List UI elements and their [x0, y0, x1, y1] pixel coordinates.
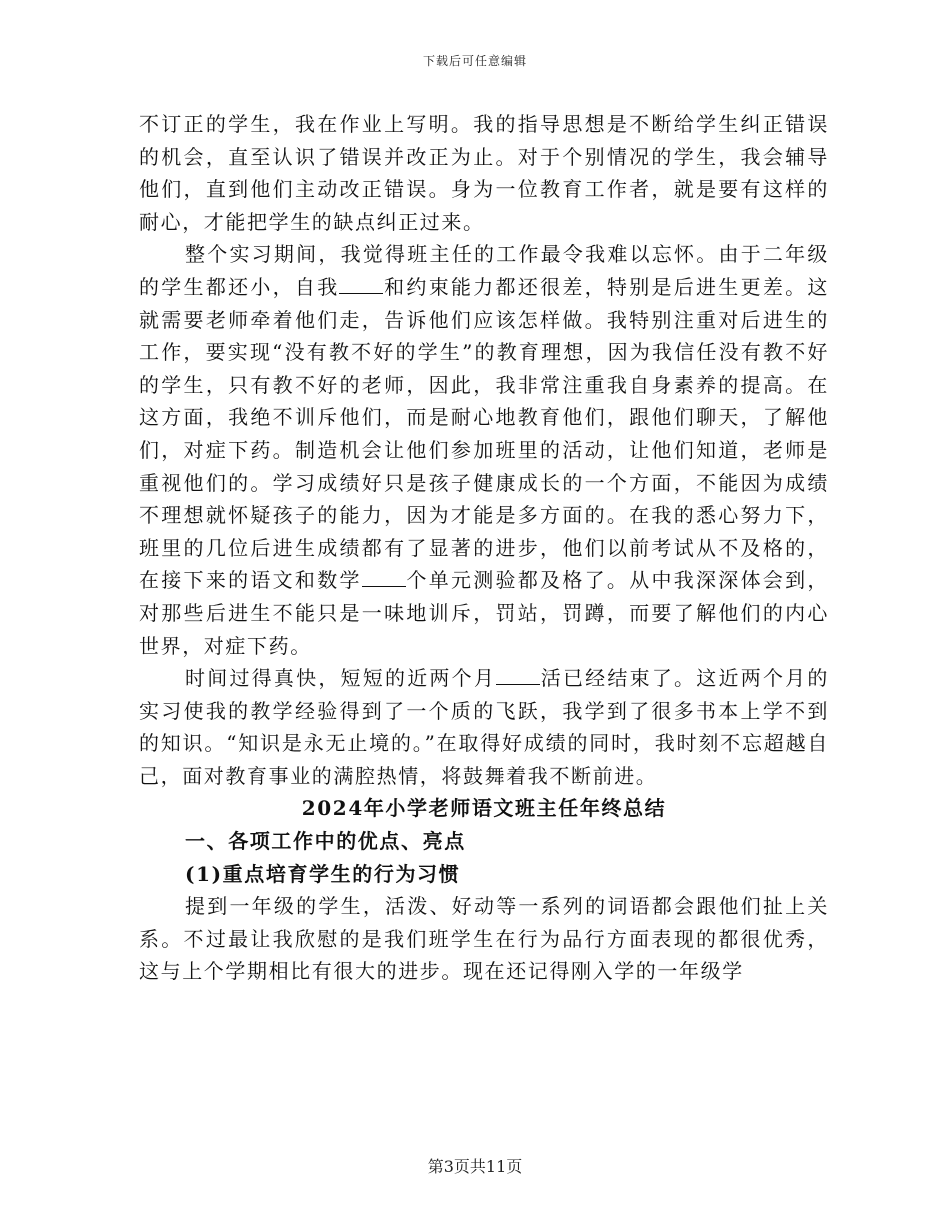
section-heading: 一、各项工作中的优点、亮点 [185, 829, 466, 854]
page-footer: 第3页共11页 [427, 1157, 523, 1176]
paragraph: 提到一年级的学生，活泼、好动等一系列的词语都会跟他们扯上关系。不过最让我欣慰的是我们班学生在行为品行方面表现的都很优秀，这与上个学期相比有很大的进步。现在还记得刚入学的一年级学 [139, 894, 829, 984]
paragraph [139, 662, 829, 792]
subsection-heading: (1)重点培育学生的行为习惯 [185, 861, 461, 886]
paragraph-text: 个单元测验都及格了。从中我深深体会到，对那些后进生不能只是一味地训斥，罚站，罚蹲，而要了解他们的内心世界，对症下药。 [139, 568, 830, 658]
paragraph: 不订正的学生，我在作业上写明。我的指导思想是不断给学生纠正错误的机会，直至认识了错误并改正为止。对于个别情况的学生，我会辅导他们，直到他们主动改正错误。身为一位教育工作者，就是要有这样的耐心，才能把学生的缺点纠正过来。 [139, 112, 829, 234]
blank-line [362, 568, 406, 587]
document-body [139, 108, 829, 988]
blank-line [496, 666, 540, 685]
document-title: 2024年小学老师语文班主任年终总结 [301, 796, 667, 821]
paragraph-text: 整个实习期间，我觉得班主任的工作最令我难以忘怀。由于二年级的学生都还小，自我 [139, 242, 829, 299]
paragraph-text: 时间过得真快，短短的近两个月 [185, 666, 497, 691]
paragraph-text: 和约束能力都还很差，特别是后进生更差。这就需要老师牵着他们走，告诉他们应该怎样做。我特别注重对后进生的工作，要实现“没有教不好的学生”的教育理想，因为我信任没有教不好的学生，只有教不好的老师，因此，我非常注重我自身素养的提高。在这方面，我绝不训斥他们，而是耐心地教育他们，跟他们聊天，了解他们，对症下药。制造机会让他们参加班里的活动，让他们知道，老师是重视他们的。学习成绩好只是孩子健康成长的一个方面，不能因为成绩不理想就怀疑孩子的能力，因为才能是多方面的。在我的悉心努力下，班里的几位后进生成绩都有了显著的进步，他们以前考试从不及格的，在接下来的语文和数学 [139, 274, 829, 593]
blank-line [339, 275, 383, 294]
paragraph [139, 238, 829, 662]
page-header: 下载后可任意编辑 [422, 54, 527, 68]
paragraph-text: 活已经结束了。这近两个月的实习使我的教学经验得到了一个质的飞跃，我学到了很多书本上学不到的知识。“知识是永无止境的。”在取得好成绩的同时，我时刻不忘超越自己，面对教育事业的满腔热情，将鼓舞着我不断前进。 [139, 666, 829, 788]
